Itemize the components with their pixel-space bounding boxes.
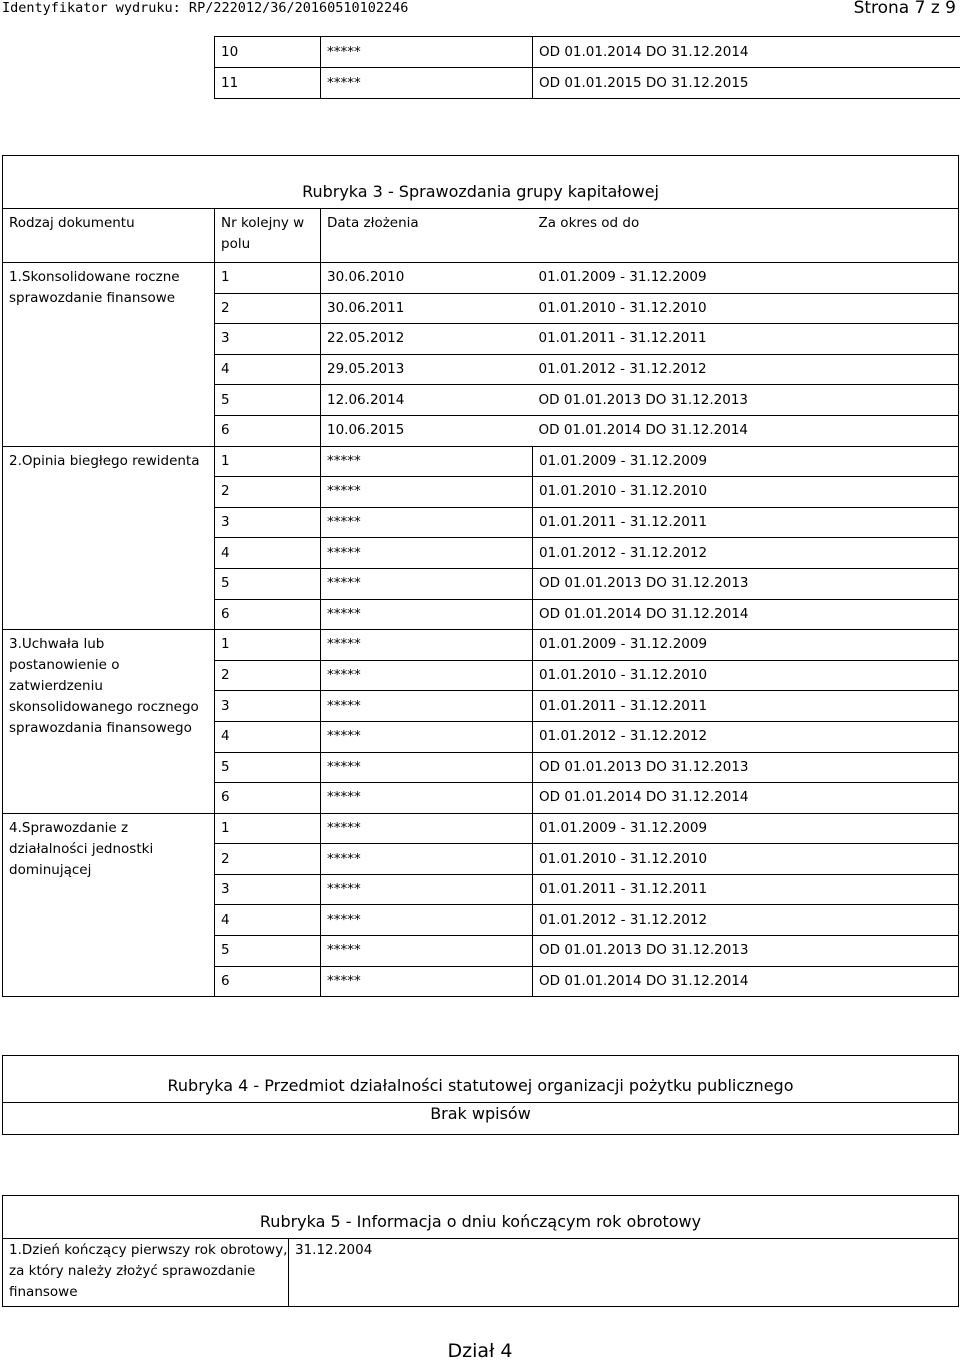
row-number: 6 [215,599,321,630]
period: 01.01.2009 - 31.12.2009 [533,446,959,477]
period: OD 01.01.2014 DO 31.12.2014 [533,37,960,68]
period: 01.01.2011 - 31.12.2011 [533,324,959,355]
filing-date: ***** [321,538,533,569]
filing-date: ***** [321,477,533,508]
rubryka-3-table [2,155,959,997]
period: 01.01.2012 - 31.12.2012 [533,538,959,569]
period: 01.01.2010 - 31.12.2010 [533,477,959,508]
row-number: 6 [215,783,321,814]
row-number: 6 [215,415,321,446]
period: 01.01.2011 - 31.12.2011 [533,507,959,538]
filing-date: ***** [321,874,533,905]
filing-date: ***** [321,844,533,875]
period: 01.01.2012 - 31.12.2012 [533,721,959,752]
column-header: Za okres od do [533,209,959,263]
period: 01.01.2009 - 31.12.2009 [533,630,959,661]
section-title: Rubryka 5 - Informacja o dniu kończącym rok obrotowy [3,1196,959,1239]
row-number: 5 [215,568,321,599]
row-number: 6 [215,966,321,997]
rubryka-5-table [2,1195,959,1307]
table-row [3,446,959,477]
filing-date: ***** [321,691,533,722]
period: OD 01.01.2014 DO 31.12.2014 [533,599,959,630]
period: OD 01.01.2013 DO 31.12.2013 [533,385,959,416]
row-number: 1 [215,630,321,661]
period: 01.01.2012 - 31.12.2012 [533,905,959,936]
table-row [3,263,959,294]
period: 01.01.2011 - 31.12.2011 [533,691,959,722]
period: 01.01.2009 - 31.12.2009 [533,263,959,294]
table-row [3,1103,959,1135]
filing-date: ***** [321,446,533,477]
row-number: 4 [215,354,321,385]
filing-date: ***** [321,936,533,967]
row-number: 3 [215,691,321,722]
period: OD 01.01.2014 DO 31.12.2014 [533,966,959,997]
period: OD 01.01.2013 DO 31.12.2013 [533,752,959,783]
filing-date: ***** [321,599,533,630]
row-number: 2 [215,660,321,691]
row-number: 2 [215,477,321,508]
section-title-row [3,1196,959,1239]
filing-date: 22.05.2012 [321,324,533,355]
row-number: 1 [215,263,321,294]
page-number: Strona 7 z 9 [853,0,956,18]
document-type: 2.Opinia biegłego rewidenta [3,446,215,630]
filing-date: ***** [321,37,533,68]
row-number: 3 [215,507,321,538]
row-number: 4 [215,538,321,569]
column-header: Data złożenia [321,209,533,263]
filing-date: ***** [321,660,533,691]
period: OD 01.01.2015 DO 31.12.2015 [533,68,960,99]
field-value: 31.12.2004 [289,1239,959,1307]
period: 01.01.2010 - 31.12.2010 [533,660,959,691]
section-footer: Dział 4 [447,1340,513,1362]
column-header: Nr kolejny w polu [215,209,321,263]
section-title-row [3,156,959,209]
filing-date: ***** [321,966,533,997]
row-number: 5 [215,385,321,416]
row-number: 2 [215,844,321,875]
row-number: 5 [215,752,321,783]
filing-date: ***** [321,721,533,752]
section-title-row [3,1056,959,1103]
period: 01.01.2012 - 31.12.2012 [533,354,959,385]
continuation-table [214,36,960,99]
field-label: 1.Dzień kończący pierwszy rok obrotowy, za który należy złożyć sprawozdanie finansowe [3,1239,289,1307]
filing-date: 30.06.2011 [321,293,533,324]
filing-date: ***** [321,68,533,99]
row-number: 3 [215,324,321,355]
document-type: 3.Uchwała lub postanowienie o zatwierdzeniu skonsolidowanego rocznego sprawozdania finansowego [3,630,215,814]
table-row [215,37,960,68]
row-number: 1 [215,813,321,844]
section-title: Rubryka 3 - Sprawozdania grupy kapitałowej [3,156,959,209]
period: OD 01.01.2013 DO 31.12.2013 [533,568,959,599]
filing-date: ***** [321,568,533,599]
filing-date: ***** [321,507,533,538]
row-number: 11 [215,68,321,99]
filing-date: ***** [321,813,533,844]
row-number: 4 [215,721,321,752]
document-type: 4.Sprawozdanie z działalności jednostki dominującej [3,813,215,997]
period: 01.01.2011 - 31.12.2011 [533,874,959,905]
row-number: 5 [215,936,321,967]
filing-date: ***** [321,630,533,661]
filing-date: 12.06.2014 [321,385,533,416]
filing-date: 10.06.2015 [321,415,533,446]
no-entries-text: Brak wpisów [3,1103,959,1135]
row-number: 1 [215,446,321,477]
document-type: 1.Skonsolidowane roczne sprawozdanie finansowe [3,263,215,447]
row-number: 4 [215,905,321,936]
filing-date: 29.05.2013 [321,354,533,385]
filing-date: ***** [321,905,533,936]
table-row [3,1239,959,1307]
period: 01.01.2009 - 31.12.2009 [533,813,959,844]
period: OD 01.01.2013 DO 31.12.2013 [533,936,959,967]
row-number: 10 [215,37,321,68]
row-number: 2 [215,293,321,324]
column-header: Rodzaj dokumentu [3,209,215,263]
period: 01.01.2010 - 31.12.2010 [533,293,959,324]
rubryka-4-table [2,1055,959,1135]
row-number: 3 [215,874,321,905]
print-identifier: Identyfikator wydruku: RP/222012/36/20160510102246 [2,0,409,16]
table-row [3,630,959,661]
table-row [215,68,960,99]
table-row [3,813,959,844]
period: 01.01.2010 - 31.12.2010 [533,844,959,875]
filing-date: ***** [321,783,533,814]
section-title: Rubryka 4 - Przedmiot działalności statutowej organizacji pożytku publicznego [3,1056,959,1103]
filing-date: ***** [321,752,533,783]
period: OD 01.01.2014 DO 31.12.2014 [533,415,959,446]
filing-date: 30.06.2010 [321,263,533,294]
period: OD 01.01.2014 DO 31.12.2014 [533,783,959,814]
column-header-row [3,209,959,263]
